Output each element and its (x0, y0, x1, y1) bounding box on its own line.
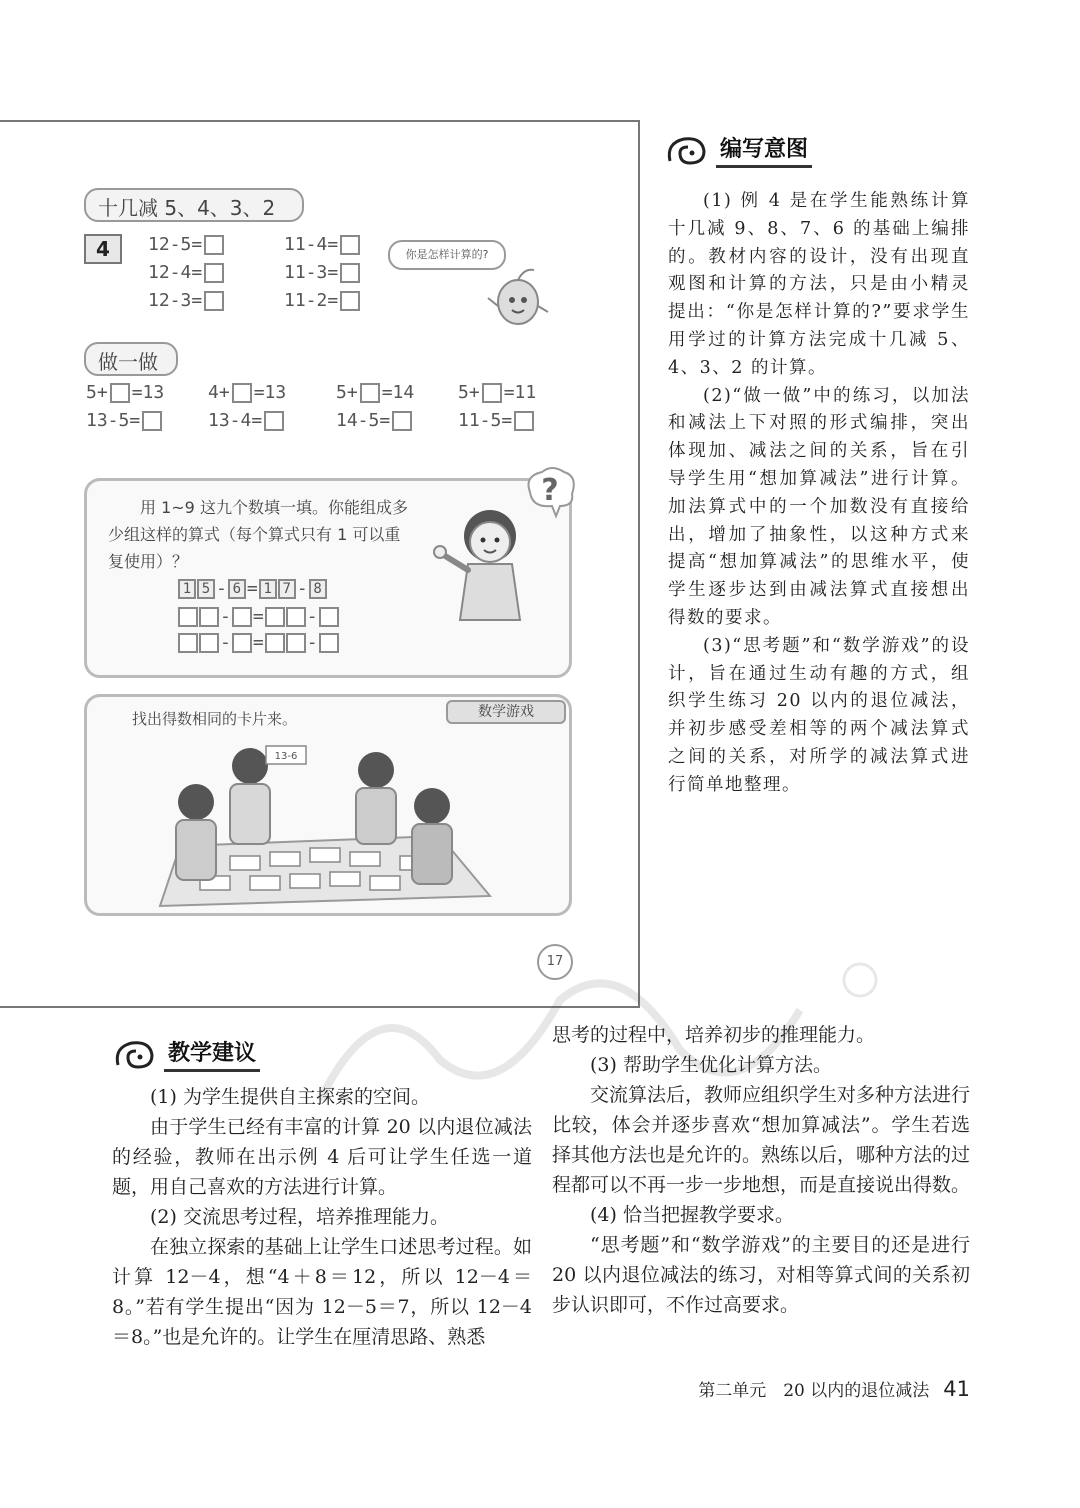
answer-box (340, 291, 360, 311)
advice-paragraph: (1) 为学生提供自主探索的空间。 (150, 1086, 430, 1108)
advice-paragraph: “思考题”和“数学游戏”的主要目的还是进行 20 以内退位减法的练习，对相等算式间的关系初步认识即可，不作过高要求。 (552, 1234, 970, 1316)
equation: 12-3= (148, 290, 224, 311)
equation: 11-2= (284, 290, 360, 311)
math-game-tag: 数学游戏 (446, 700, 566, 724)
advice-paragraph: 由于学生已经有丰富的计算 20 以内退位减法的经验，教师在出示例 4 后可让学生任选一道题，用自己喜欢的方法进行计算。 (112, 1116, 532, 1198)
intent-heading (664, 132, 812, 168)
equation: 11-3= (284, 262, 360, 283)
advice-paragraph: (4) 恰当把握教学要求。 (590, 1204, 794, 1226)
advice-paragraph: (2) 交流思考过程，培养推理能力。 (150, 1206, 449, 1228)
equation: 14-5= (336, 410, 412, 431)
answer-box (360, 383, 380, 403)
card-label: 13-6 (274, 751, 298, 762)
equation: 4+ =13 (208, 382, 287, 403)
answer-box (392, 411, 412, 431)
example-number: 4 (84, 234, 122, 264)
answer-box (232, 383, 252, 403)
equation: 5+ =13 (86, 382, 165, 403)
intent-paragraph: (2)“做一做”中的练习，以加法和减法上下对照的形式编排，突出体现加、减法之间的关系，旨在引导学生用“想加算减法”进行计算。加法算式中的一个加数没有直接给出，增加了抽象性，以这种方式来提高“想加算减法”的思维水平，使学生逐步达到由减法算式直接想出得数的要求。 (668, 385, 970, 628)
lesson-title: 十几减 5、4、3、2 (84, 188, 304, 222)
advice-paragraph: 思考的过程中，培养初步的推理能力。 (552, 1024, 876, 1046)
svg-text:?: ? (541, 473, 559, 508)
girl-illustration-icon (428, 502, 538, 622)
thinking-question-text: 用 1~9 这九个数填一填。你能组成多少组这样的算式（每个算式只有 1 可以重复使用）？ (108, 498, 408, 571)
answer-box (514, 411, 534, 431)
answer-box (264, 411, 284, 431)
answer-box (482, 383, 502, 403)
answer-box (340, 235, 360, 255)
answer-box (204, 291, 224, 311)
answer-box (110, 383, 130, 403)
speech-bubble: 你是怎样计算的? (388, 240, 506, 270)
answer-box (204, 235, 224, 255)
textbook-page-number: 17 (537, 944, 573, 980)
intent-body (668, 188, 970, 800)
equation: 11-4= (284, 234, 360, 255)
advice-heading (112, 1036, 260, 1072)
do-it-label: 做一做 (84, 342, 178, 376)
equation: 12-5= (148, 234, 224, 255)
page-footer (680, 1376, 970, 1401)
advice-paragraph: 在独立探索的基础上让学生口述思考过程。如计算 12－4，想“4＋8＝12，所以 12－4＝8。”若有学生提出“因为 12－5＝7，所以 12－4＝8。”也是允许的。让学生在厘清思路、熟悉 (112, 1236, 532, 1348)
intent-heading-label: 编写意图 (716, 132, 812, 168)
advice-left-column (112, 1082, 532, 1352)
equation: 12-4= (148, 262, 224, 283)
sample-equation: 1 5 - 6 = 1 7 - 8 (178, 578, 327, 599)
intent-paragraph: (3)“思考题”和“数学游戏”的设计，旨在通过生动有趣的方式，组织学生练习 20 以内的退位减法，并初步感受差相等的两个减法算式之间的关系，对所学的减法算式进行简单地整理。 (668, 635, 970, 795)
blank-equation: - = - (178, 606, 339, 627)
advice-right-column (552, 1020, 970, 1320)
elf-sprite-icon (484, 262, 554, 332)
equation: 5+ =11 (458, 382, 537, 403)
equation: 13-5= (86, 410, 162, 431)
unit-title: 第二单元 20 以内的退位减法 (698, 1381, 930, 1401)
equation: 11-5= (458, 410, 534, 431)
blank-equation: - = - (178, 632, 339, 653)
section-swirl-icon (664, 133, 708, 167)
answer-box (204, 263, 224, 283)
answer-box (142, 411, 162, 431)
equation: 13-4= (208, 410, 284, 431)
advice-paragraph: 交流算法后，教师应组织学生对多种方法进行比较，体会并逐步喜欢“想加算减法”。学生若选择其他方法也是允许的。熟练以后，哪种方法的过程都可以不再一步一步地想，而是直接说出得数。 (552, 1084, 971, 1196)
textbook-page (0, 120, 640, 1008)
equation: 5+ =14 (336, 382, 415, 403)
answer-box (340, 263, 360, 283)
math-game-text: 找出得数相同的卡片来。 (132, 710, 298, 728)
intent-paragraph: (1) 例 4 是在学生能熟练计算十几减 9、8、7、6 的基础上编排的。教材内容的设计，没有出现直观图和计算的方法，只是由小精灵提出：“你是怎样计算的?”要求学生用学过的计算方法完成十几减 5、4、3、2 的计算。 (668, 191, 970, 378)
children-playing-cards-illustration-icon (140, 726, 500, 912)
section-swirl-icon (112, 1037, 156, 1071)
page-number: 41 (943, 1377, 970, 1401)
advice-heading-label: 教学建议 (164, 1036, 260, 1072)
advice-paragraph: (3) 帮助学生优化计算方法。 (590, 1054, 832, 1076)
